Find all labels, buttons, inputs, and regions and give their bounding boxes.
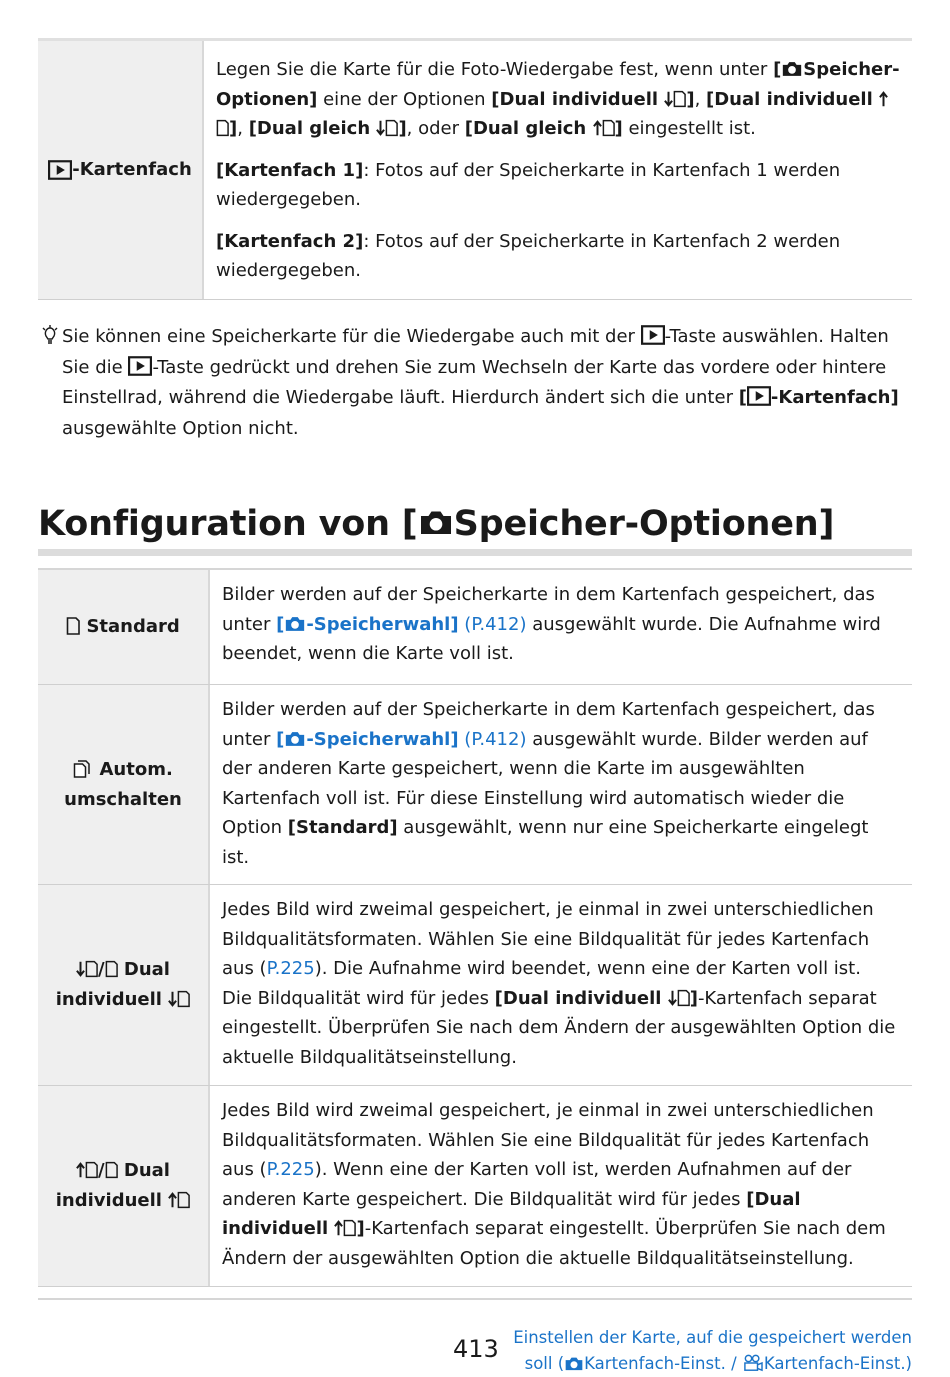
card-icon — [66, 617, 80, 635]
row-label-dual-individual-up: / Dual individuell — [38, 1086, 210, 1286]
arrow-up-icon — [879, 90, 888, 108]
camera-icon — [284, 614, 306, 633]
camera-icon — [564, 1355, 584, 1372]
row-description: Jedes Bild wird zweimal gespeichert, je einmal in zwei unterschiedlichen Bildqualitätsformaten. Wählen Sie eine Bildqualität für jedes Kartenfach aus (P.225). Die Aufnahme wird beendet, wenn eine der Karten voll ist. Die Bildqualität wird für jedes [Dual individuell ]-Kartenfach separat eingestellt. Überprüfen Sie nach dem Ändern der ausgewählten Option die aktuelle Bildqualitätseinstellung. — [222, 899, 896, 1068]
arrow-up-icon — [334, 1219, 343, 1237]
card-icon — [85, 960, 98, 978]
slot1-text: [Kartenfach 1]: Fotos auf der Speicherkarte in Kartenfach 1 werden wiedergegeben. — [216, 159, 841, 210]
movie-icon — [742, 1354, 764, 1372]
cards-icon — [73, 760, 93, 778]
camera-icon — [284, 729, 306, 748]
section-title: Konfiguration von [ Speicher-Optionen] — [38, 504, 835, 544]
card-icon — [673, 90, 686, 108]
storage-options-table — [38, 568, 912, 1287]
card-icon — [105, 960, 118, 978]
card-icon — [216, 119, 229, 137]
table-row — [38, 1086, 912, 1287]
table-row — [38, 685, 912, 885]
card-icon — [177, 1191, 190, 1209]
row-label-standard: Standard — [38, 570, 210, 684]
page-reference-link[interactable]: (P.412) — [458, 728, 527, 750]
table-row — [38, 41, 912, 300]
intro-text: Legen Sie die Karte für die Foto-Wiedergabe fest, wenn unter [ Speicher-Optionen] eine der Optionen [Dual individuell ], [Dual individuell ], [Dual gleich ], oder [Dual gleich ] eingestellt ist. — [216, 59, 900, 139]
row-description: Jedes Bild wird zweimal gespeichert, je einmal in zwei unterschiedlichen Bildqualitätsformaten. Wählen Sie eine Bildqualität für jedes Kartenfach aus (P.225). Wenn eine der Karten voll ist, werden Aufnahmen auf der anderen Karte gespeichert. Die Bildqualität wird für jedes [Dual individuell ]-Kartenfach separat eingestellt. Überprüfen Sie nach dem Ändern der ausgewählten Option die aktuelle Bildqualitätseinstellung. — [222, 1100, 886, 1269]
card-icon — [343, 1219, 356, 1237]
card-icon — [177, 990, 190, 1008]
row-label-playback-slot: -Kartenfach — [38, 41, 204, 299]
playback-icon — [641, 325, 665, 345]
arrow-up-icon — [593, 119, 602, 137]
playback-slot-table — [38, 38, 912, 300]
section-crossref-link[interactable]: Einstellen der Karte, auf die gespeichert werden soll ( Kartenfach-Einst. / Kartenfach-Einst.) — [513, 1328, 912, 1373]
camera-icon — [781, 59, 803, 78]
footer-divider — [38, 1298, 912, 1300]
page-reference-link[interactable]: (P.412) — [458, 613, 527, 635]
hint-note: Sie können eine Speicherkarte für die Wiedergabe auch mit der -Taste auswählen. Halten Sie die -Taste gedrückt und drehen Sie zum Wechseln der Karte das vordere oder hintere Einstellrad, während die Wiedergabe läuft. Hierdurch ändert sich die unter [ -Kartenfach] ausgewählte Option nicht. — [38, 322, 912, 444]
card-icon — [602, 119, 615, 137]
hint-icon — [38, 323, 62, 345]
row-description: Bilder werden auf der Speicherkarte in dem Kartenfach gespeichert, das unter [ -Speicherwahl] (P.412) ausgewählt wurde. Bilder werden auf der anderen Karte gespeichert, wenn die Karte im ausgewählten Kartenfach voll ist. Für diese Einstellung wird automatisch wieder die Option [Standard] ausgewählt, wenn nur eine Speicherkarte eingelegt ist. — [222, 699, 875, 868]
arrow-down-icon — [664, 90, 673, 108]
row-description: Bilder werden auf der Speicherkarte in dem Kartenfach gespeichert, das unter [ -Speicherwahl] (P.412) ausgewählt wurde. Die Aufnahme wird beendet, wenn die Karte voll ist. — [222, 584, 881, 664]
page-reference-link[interactable]: P.225 — [266, 1159, 315, 1180]
table-row — [38, 570, 912, 685]
card-icon — [385, 119, 398, 137]
row-label-auto-switch: Autom. umschalten — [38, 685, 210, 884]
arrow-down-icon — [168, 990, 177, 1008]
table-row — [38, 885, 912, 1086]
card-icon — [677, 989, 690, 1007]
slot2-text: [Kartenfach 2]: Fotos auf der Speicherkarte in Kartenfach 2 werden wiedergegeben. — [216, 230, 841, 281]
page-number: 413 — [453, 1335, 499, 1363]
playback-icon — [747, 386, 771, 406]
card-icon — [85, 1161, 98, 1179]
camera-icon — [418, 507, 454, 537]
arrow-down-icon — [376, 119, 385, 137]
title-divider — [38, 549, 912, 556]
arrow-down-icon — [668, 989, 677, 1007]
arrow-up-icon — [168, 1191, 177, 1209]
arrow-down-icon — [76, 960, 85, 978]
playback-icon — [48, 160, 72, 180]
playback-icon — [128, 356, 152, 376]
row-description — [204, 41, 912, 299]
card-icon — [105, 1161, 118, 1179]
arrow-up-icon — [76, 1161, 85, 1179]
row-label-dual-individual-down: / Dual individuell — [38, 885, 210, 1085]
page-reference-link[interactable]: P.225 — [266, 958, 315, 979]
